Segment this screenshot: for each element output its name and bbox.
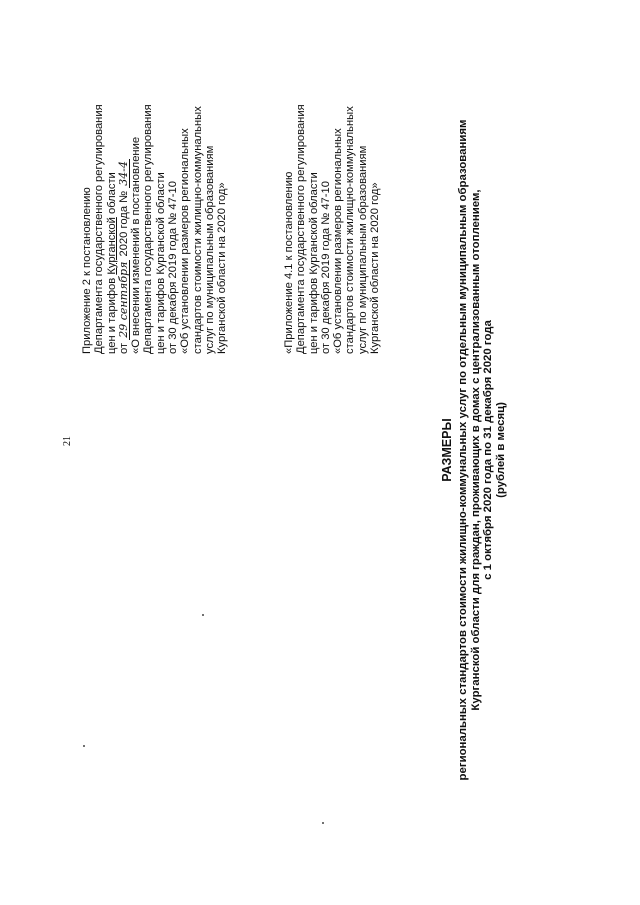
appendix-main-line: Приложение 2 к постановлению <box>81 187 93 354</box>
page-number: 21 <box>62 436 73 446</box>
scan-speck <box>202 614 204 616</box>
appendix-quoted-block <box>283 104 381 354</box>
appendix-main-line: Департамента государственного регулирования <box>93 104 106 354</box>
appendix-quoted-line: от 30 декабря 2019 года № 47-10 <box>319 181 332 354</box>
appendix-main-line: стандартов стоимости жилищно-коммунальных <box>191 106 204 354</box>
appendix-quoted-line: «Об установлении размеров региональных <box>332 128 345 354</box>
appendix-main-line: цен и тарифов Курганской области <box>154 172 167 354</box>
date-year: 2020 года № <box>117 187 130 260</box>
appendix-quoted-line: Курганской области на 2020 год» <box>369 182 382 354</box>
heading-line: региональных стандартов стоимости жилищно-коммунальных услуг по отдельным муниципальным образованиям <box>457 119 469 781</box>
appendix-main-block <box>81 104 229 354</box>
heading-line: с 1 октября 2020 года по 31 декабря 2020 года <box>482 320 494 580</box>
scan-speck <box>83 745 85 747</box>
appendix-quoted-line: «Приложение 4.1 к постановлению <box>283 171 295 354</box>
line3-underlined-word: Курганской <box>105 217 118 275</box>
heading-line: Курганской области для граждан, проживающих в домах с централизованным отоплением, <box>469 189 482 711</box>
handwritten-number: 34-4 <box>116 161 130 186</box>
scan-speck <box>322 822 324 824</box>
date-prefix: от <box>117 339 130 354</box>
appendix-main-line: Курганской области на 2020 год» <box>216 182 229 354</box>
appendix-main-line: «Об установлении размеров региональных <box>179 128 192 354</box>
appendix-quoted-line: стандартов стоимости жилищно-коммунальных <box>344 106 357 354</box>
appendix-quoted-line: Департамента государственного регулирования <box>295 104 308 354</box>
appendix-main-line: «О внесении изменений в постановление <box>130 136 143 354</box>
heading-title: РАЗМЕРЫ <box>440 418 454 482</box>
appendix-main-line: от 30 декабря 2019 года № 47-10 <box>167 181 180 354</box>
line3-suffix: области <box>105 172 118 218</box>
heading-line: (рублей в месяц) <box>494 402 507 498</box>
appendix-main-date-line <box>118 104 130 354</box>
line3-prefix: цен и тарифов <box>105 274 118 354</box>
appendix-quoted-line: цен и тарифов Курганской области <box>307 172 320 354</box>
appendix-main-line: услуг по муниципальным образованиям <box>203 145 216 354</box>
document-heading <box>438 50 507 850</box>
appendix-quoted-line: услуг по муниципальным образованиям <box>356 145 369 354</box>
handwritten-date: 29 сентября <box>116 261 130 338</box>
appendix-main-line: Департамента государственного регулирования <box>142 104 155 354</box>
